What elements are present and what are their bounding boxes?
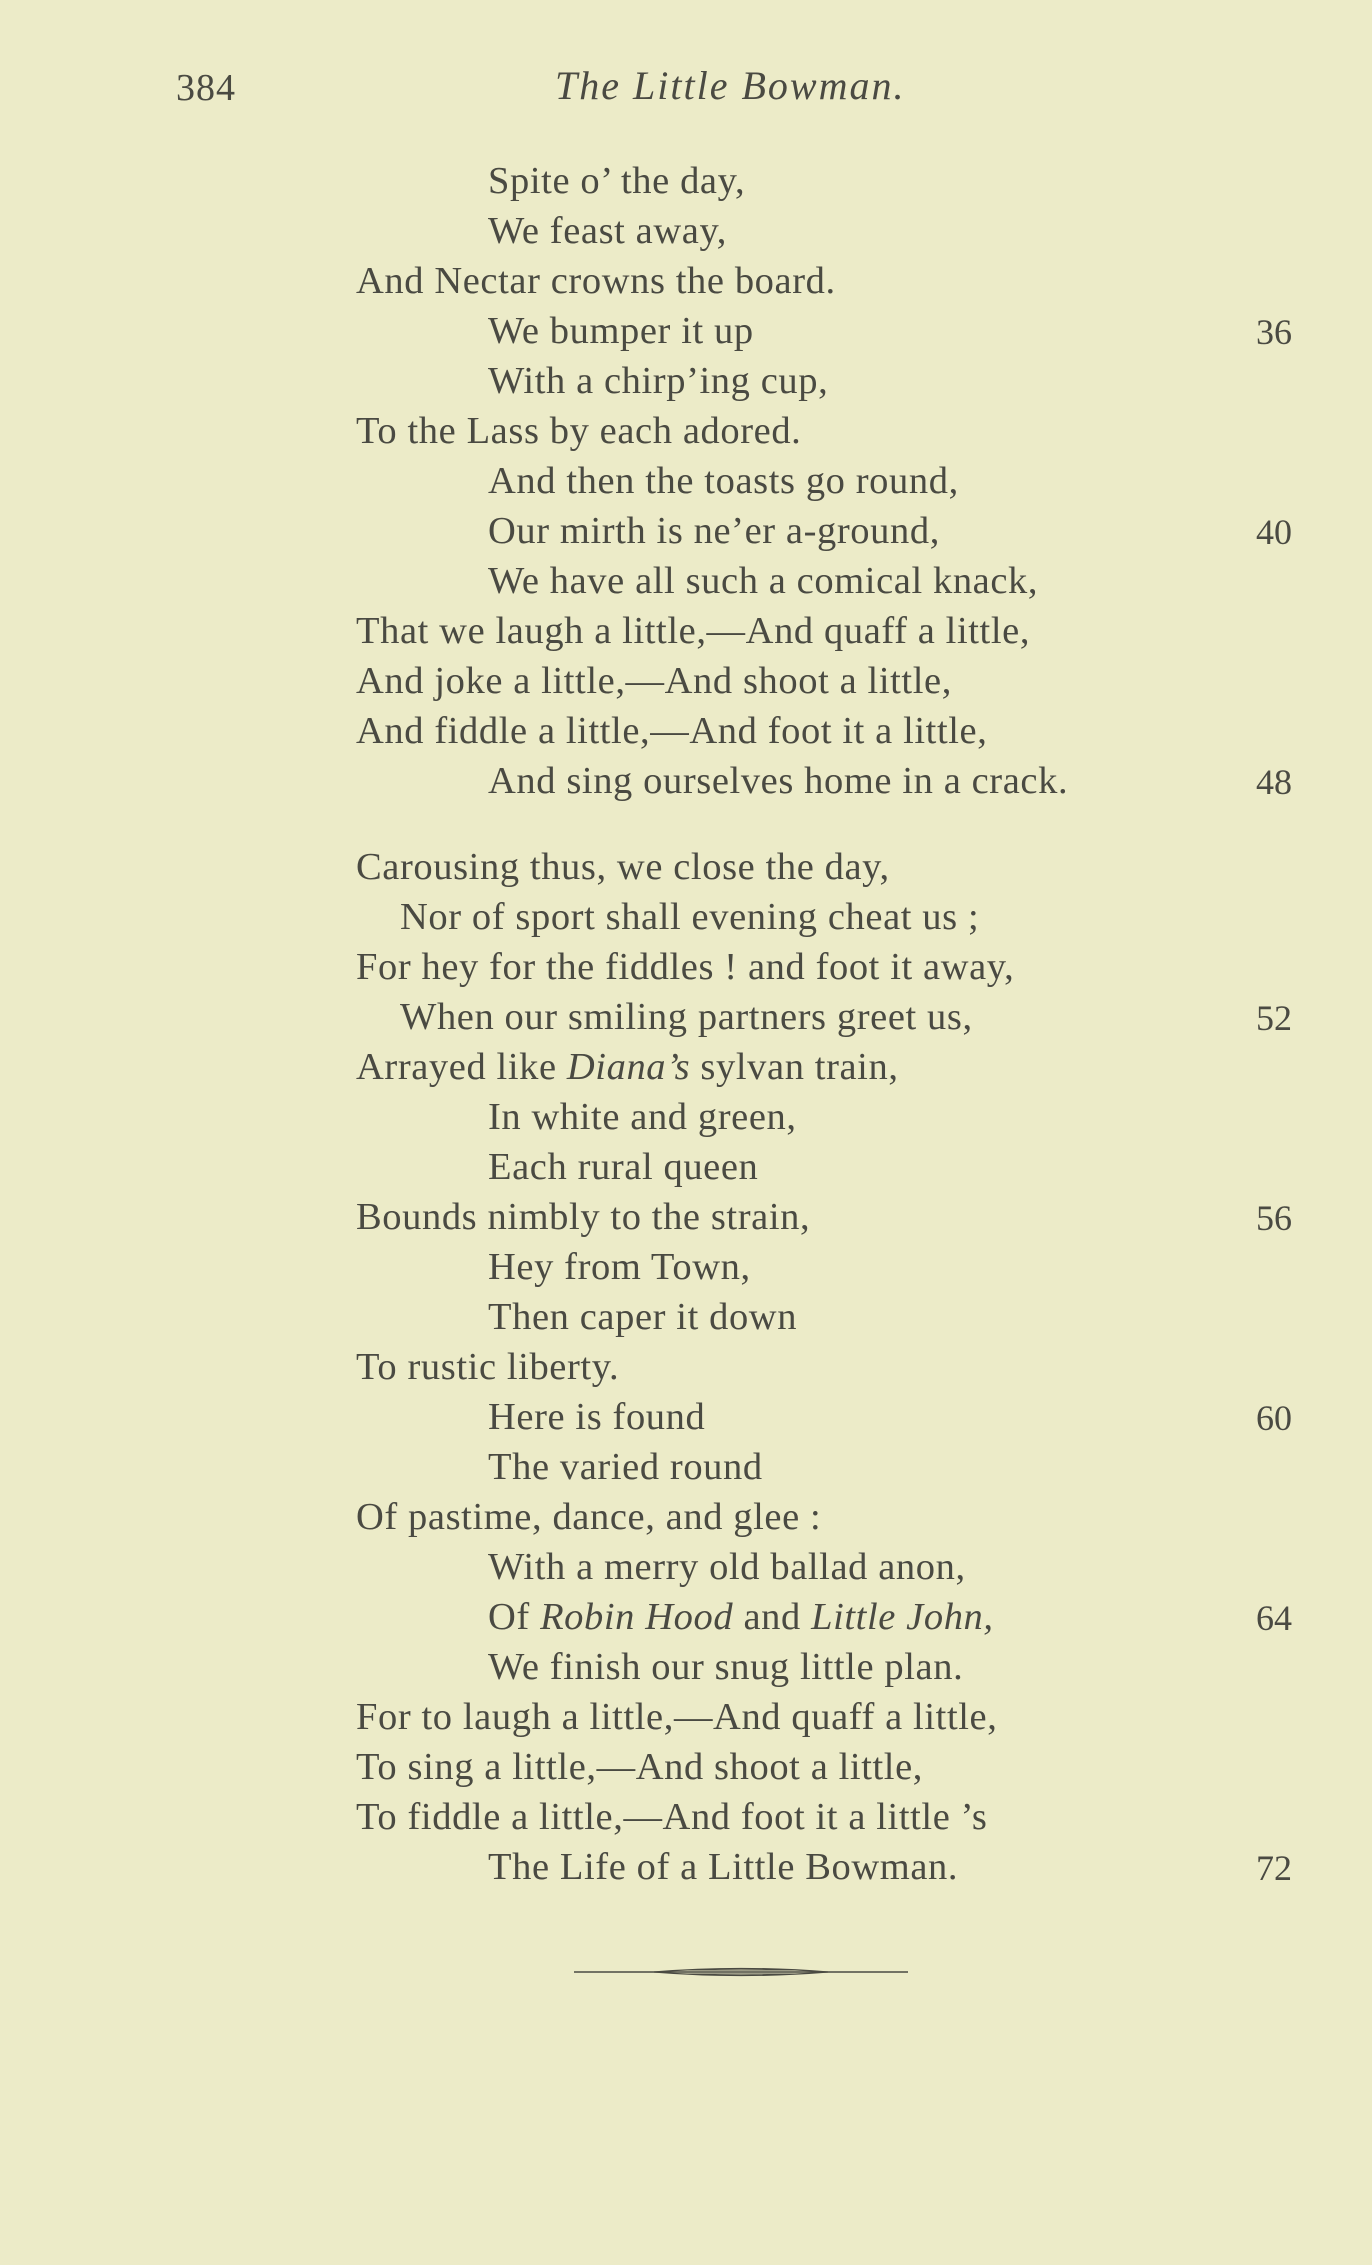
poem-line — [356, 412, 801, 451]
poem-line — [488, 1398, 705, 1437]
poem-line — [400, 898, 979, 937]
line-number: 48 — [1256, 762, 1292, 802]
line-text: The varied round — [488, 1446, 763, 1488]
line-text: That we laugh a little,—And quaff a little, — [356, 610, 1031, 652]
line-text: For hey for the fiddles ! and foot it away, — [356, 946, 1015, 988]
line-text: Spite o’ the day, — [488, 160, 746, 202]
line-text: We feast away, — [488, 210, 728, 252]
poem-line — [356, 662, 952, 701]
poem-line — [356, 262, 836, 301]
poem-line — [488, 362, 828, 401]
poem-line — [356, 612, 1030, 651]
poem-line — [356, 1498, 821, 1537]
line-text: We finish our snug little plan. — [488, 1646, 964, 1688]
poem-line — [488, 1298, 797, 1337]
line-text: Each rural queen — [488, 1146, 759, 1188]
line-text: And sing ourselves home in a crack. — [488, 760, 1069, 802]
running-head: The Little Bowman. — [555, 63, 906, 108]
line-text: Of — [488, 1596, 541, 1638]
poem-line — [488, 1848, 958, 1887]
line-text: For to laugh a little,—And quaff a little, — [356, 1696, 998, 1738]
line-text: Of pastime, dance, and glee : — [356, 1496, 822, 1538]
poem-line — [488, 1448, 763, 1487]
poem-line — [356, 1748, 923, 1787]
line-number: 52 — [1256, 998, 1292, 1038]
poem-line — [356, 1798, 988, 1837]
poem-line — [488, 512, 940, 551]
line-text: And Nectar crowns the board. — [356, 260, 836, 302]
line-text: sylvan train, — [690, 1046, 899, 1088]
poem-line — [488, 1248, 751, 1287]
poem-line — [356, 948, 1014, 987]
line-text: and — [733, 1596, 812, 1638]
poem-line — [356, 1048, 899, 1087]
poem-line — [488, 1598, 994, 1637]
line-number: 60 — [1256, 1398, 1292, 1438]
italic-text: Little John, — [811, 1596, 994, 1638]
page-number: 384 — [176, 67, 236, 109]
line-text: Our mirth is ne’er a-ground, — [488, 510, 940, 552]
line-text: To fiddle a little,—And foot it a little ’s — [356, 1796, 988, 1838]
poem-line — [488, 1648, 963, 1687]
line-text: Nor of sport shall evening cheat us ; — [400, 896, 980, 938]
poem-line — [488, 462, 959, 501]
line-text: To the Lass by each adored. — [356, 410, 802, 452]
line-text: We have all such a comical knack, — [488, 560, 1039, 602]
line-text: Bounds nimbly to the strain, — [356, 1196, 811, 1238]
line-text: We bumper it up — [488, 310, 754, 352]
line-text: Hey from Town, — [488, 1246, 751, 1288]
poem-line — [356, 1698, 997, 1737]
line-number: 40 — [1256, 512, 1292, 552]
line-number: 36 — [1256, 312, 1292, 352]
line-number: 64 — [1256, 1598, 1292, 1638]
italic-text: Diana’s — [566, 1046, 691, 1088]
tailpiece-ornament — [574, 1966, 908, 1978]
line-text: And then the toasts go round, — [488, 460, 959, 502]
line-text: Carousing thus, we close the day, — [356, 846, 890, 888]
poem-line — [488, 562, 1038, 601]
poem-line — [488, 1098, 797, 1137]
line-text: To sing a little,—And shoot a little, — [356, 1746, 924, 1788]
poem-line — [356, 1348, 619, 1387]
line-text: With a chirp’ing cup, — [488, 360, 829, 402]
poem-line — [488, 762, 1068, 801]
line-text: And fiddle a little,—And foot it a little, — [356, 710, 988, 752]
line-text: The Life of a Little Bowman. — [488, 1846, 959, 1888]
poem-line — [356, 712, 987, 751]
poem-line — [356, 1198, 810, 1237]
line-text: With a merry old ballad anon, — [488, 1546, 966, 1588]
poem-line — [488, 1548, 966, 1587]
line-text: In white and green, — [488, 1096, 797, 1138]
italic-text: Robin Hood — [540, 1596, 734, 1638]
line-text: Here is found — [488, 1396, 706, 1438]
line-text: Arrayed like — [356, 1046, 567, 1088]
poem-line — [356, 848, 890, 887]
line-text: Then caper it down — [488, 1296, 798, 1338]
poem-line — [488, 212, 727, 251]
poem-line — [488, 1148, 758, 1187]
line-number: 72 — [1256, 1848, 1292, 1888]
line-number: 56 — [1256, 1198, 1292, 1238]
line-text: To rustic liberty. — [356, 1346, 620, 1388]
line-text: And joke a little,—And shoot a little, — [356, 660, 952, 702]
line-text: When our smiling partners greet us, — [400, 996, 973, 1038]
poem-line — [488, 162, 745, 201]
poem-line — [488, 312, 754, 351]
poem-line — [400, 998, 973, 1037]
